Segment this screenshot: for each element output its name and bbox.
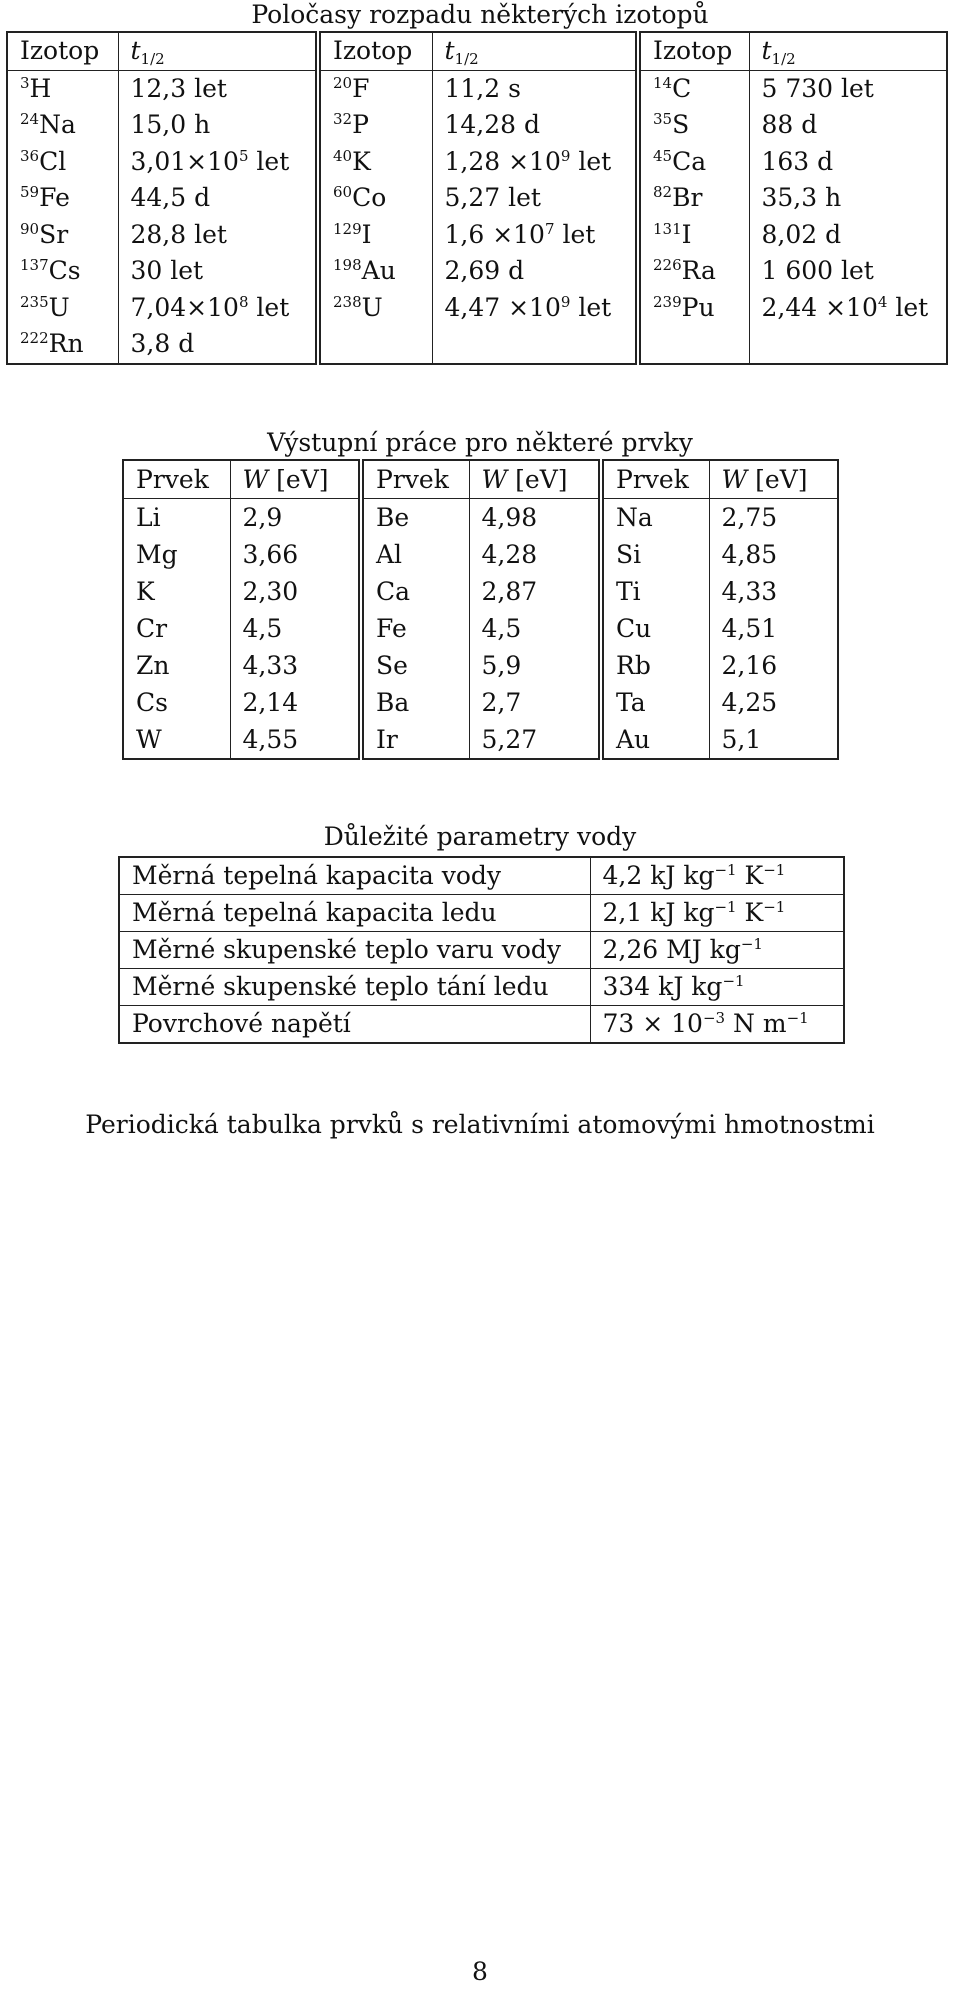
table-row — [123, 721, 838, 759]
parameter-label: Měrná tepelná kapacita vody — [132, 861, 502, 890]
header-isotope — [7, 32, 118, 70]
isotope-cell — [318, 326, 432, 364]
table-row — [119, 969, 844, 1006]
isotope-cell — [318, 70, 432, 107]
element-cell: W — [136, 725, 162, 754]
isotope-cell — [638, 144, 749, 181]
value-text: N m — [725, 1009, 787, 1038]
half-life-cell — [432, 144, 638, 181]
mass-number: 32 — [333, 110, 353, 128]
half-life-cell — [118, 326, 318, 364]
isotope-cell — [7, 326, 118, 364]
element-symbol: Au — [361, 256, 396, 285]
element-symbol: Ca — [672, 146, 707, 176]
work-function-cell: 3,66 — [230, 536, 361, 573]
table-row — [119, 1006, 844, 1044]
header-half-life — [118, 32, 318, 70]
mass-number: 36 — [20, 146, 40, 165]
element-cell: Ir — [361, 721, 469, 759]
exponent: 5 — [238, 146, 249, 165]
mass-number: 131 — [653, 219, 682, 238]
half-life-cell — [749, 217, 947, 254]
half-life-value: 1,6 ×10 — [444, 219, 545, 249]
isotope-cell — [318, 180, 432, 217]
half-life-symbol: t — [444, 36, 455, 65]
header-isotope-label: Izotop — [653, 36, 733, 65]
half-life-cell — [118, 217, 318, 254]
header-row — [7, 32, 947, 70]
value-text: 334 kJ kg — [602, 972, 723, 1001]
work-function-cell: 4,33 — [709, 573, 838, 610]
half-life-cell — [432, 290, 638, 327]
value-text: K — [736, 861, 764, 890]
value-text: 2,26 MJ kg — [602, 935, 741, 964]
mass-number: 60 — [333, 183, 353, 201]
value-text: 2,1 kJ kg — [602, 898, 715, 927]
half-life-cell — [749, 107, 947, 144]
element-symbol: Pu — [681, 292, 715, 322]
work-function-cell: 4,5 — [230, 610, 361, 647]
element-symbol: Br — [672, 183, 703, 212]
mass-number: 59 — [20, 183, 40, 201]
half-life-cell — [749, 180, 947, 217]
half-life-value: 35,3 h — [761, 183, 842, 212]
table-row — [7, 326, 947, 364]
element-cell: Fe — [361, 610, 469, 647]
header-element-label: Prvek — [376, 465, 449, 494]
mass-number: 129 — [333, 219, 362, 238]
exponent: 9 — [560, 292, 571, 311]
element-symbol: F — [352, 73, 370, 103]
half-life-value: 2,69 d — [444, 256, 525, 285]
unit: let — [570, 292, 612, 322]
parameter-value — [590, 1006, 844, 1044]
half-life-value: 14,28 d — [444, 110, 541, 139]
unit: let — [554, 219, 596, 249]
half-life-value: 30 let — [130, 256, 204, 285]
element-cell: Ba — [361, 684, 469, 721]
exponent: −3 — [702, 1009, 726, 1027]
isotope-cell — [318, 253, 432, 290]
isotope-cell — [318, 290, 432, 327]
header-work-function — [709, 460, 838, 499]
mass-number: 24 — [20, 110, 40, 128]
work-function-cell: 2,16 — [709, 647, 838, 684]
unit: let — [248, 146, 290, 176]
isotope-cell — [638, 180, 749, 217]
half-life-cell — [432, 107, 638, 144]
mass-number: 14 — [653, 73, 673, 92]
element-symbol: I — [361, 219, 372, 249]
element-cell: Se — [361, 647, 469, 684]
parameter-value — [590, 969, 844, 1006]
table-row — [7, 217, 947, 254]
unit: let — [248, 292, 290, 322]
element-symbol: Cs — [48, 256, 81, 285]
parameter-label: Povrchové napětí — [119, 1006, 590, 1044]
element-symbol: Na — [39, 110, 76, 139]
exponent: 7 — [544, 219, 555, 238]
element-cell: Si — [601, 536, 709, 573]
element-cell: Zn — [136, 651, 170, 680]
table-row — [123, 573, 838, 610]
isotope-cell — [638, 290, 749, 327]
element-symbol: P — [352, 110, 369, 139]
work-function-symbol: W — [242, 465, 269, 494]
exponent: 9 — [560, 146, 571, 165]
header-row — [123, 460, 838, 499]
half-life-cell — [118, 70, 318, 107]
work-function-cell: 2,75 — [709, 499, 838, 537]
mass-number: 90 — [20, 219, 40, 238]
work-function-cell: 4,33 — [230, 647, 361, 684]
isotope-cell — [7, 107, 118, 144]
mass-number: 235 — [20, 292, 49, 311]
element-cell: Cs — [136, 688, 168, 717]
exponent: −1 — [786, 1009, 809, 1027]
table-row — [123, 610, 838, 647]
isotope-cell — [7, 217, 118, 254]
exponent: −1 — [714, 861, 737, 879]
water-params-title: Důležité parametry vody — [323, 822, 637, 851]
isotope-cell — [318, 144, 432, 181]
half-life-cell — [432, 70, 638, 107]
half-life-symbol: t — [761, 36, 772, 65]
work-function-symbol: W — [481, 465, 508, 494]
mass-number: 35 — [653, 110, 673, 128]
half-life-value: 12,3 let — [130, 73, 227, 103]
table-row — [119, 857, 844, 895]
half-life-subscript: 1/2 — [771, 50, 796, 68]
periodic-table-caption: Periodická tabulka prvků s relativními atomovými hmotnostmi — [85, 1110, 875, 1139]
element-cell: Ca — [361, 573, 469, 610]
element-cell: K — [136, 577, 155, 606]
element-cell: Rb — [601, 647, 709, 684]
table-row — [7, 290, 947, 327]
element-symbol: H — [29, 73, 52, 103]
parameter-label: Měrná tepelná kapacita ledu — [119, 895, 590, 932]
parameter-value — [590, 932, 844, 969]
value-text: 4,2 kJ kg — [602, 861, 715, 890]
half-life-cell — [118, 144, 318, 181]
header-element-label: Prvek — [616, 465, 689, 494]
table-row — [119, 895, 844, 932]
half-life-value: 163 d — [761, 146, 834, 176]
work-function-cell: 4,55 — [230, 721, 361, 759]
element-cell: Ta — [601, 684, 709, 721]
half-life-value: 1 600 let — [761, 256, 874, 285]
mass-number: 45 — [653, 146, 673, 165]
mass-number: 226 — [653, 256, 682, 274]
table-row — [119, 932, 844, 969]
exponent: −1 — [763, 861, 786, 879]
work-function-cell: 5,1 — [709, 721, 838, 759]
work-function-table — [122, 459, 839, 760]
half-life-value: 2,44 ×10 — [761, 292, 878, 322]
mass-number: 198 — [333, 256, 362, 274]
element-symbol: U — [48, 292, 70, 322]
header-work-function — [230, 460, 361, 499]
half-lives-table — [6, 31, 948, 365]
exponent: 8 — [238, 292, 249, 311]
header-isotope — [318, 32, 432, 70]
isotope-cell — [638, 253, 749, 290]
header-half-life — [749, 32, 947, 70]
half-life-cell — [749, 326, 947, 364]
work-function-cell: 2,30 — [230, 573, 361, 610]
unit: let — [887, 292, 929, 322]
table-row — [123, 499, 838, 537]
half-lives-title: Poločasy rozpadu některých izotopů — [251, 0, 709, 29]
half-life-cell — [749, 290, 947, 327]
mass-number: 238 — [333, 292, 362, 311]
work-function-cell: 2,9 — [230, 499, 361, 537]
work-function-cell: 4,51 — [709, 610, 838, 647]
value-text: 73 × 10 — [602, 1009, 703, 1038]
work-function-unit: [eV] — [747, 465, 808, 494]
element-cell: Na — [601, 499, 709, 537]
isotope-cell — [7, 180, 118, 217]
half-life-subscript: 1/2 — [140, 50, 165, 68]
half-life-value: 3,8 d — [130, 329, 195, 358]
element-cell: Cu — [601, 610, 709, 647]
half-life-value: 28,8 let — [130, 219, 227, 249]
half-life-cell — [749, 70, 947, 107]
isotope-cell — [638, 70, 749, 107]
half-life-value: 44,5 d — [130, 183, 211, 212]
work-function-cell: 4,25 — [709, 684, 838, 721]
table-row — [7, 70, 947, 107]
work-function-symbol: W — [721, 465, 748, 494]
mass-number: 137 — [20, 256, 49, 274]
half-life-value: 4,47 ×10 — [444, 292, 561, 322]
header-isotope — [638, 32, 749, 70]
element-symbol: Cl — [39, 146, 67, 176]
half-life-value: 5 730 let — [761, 73, 874, 103]
work-function-cell: 2,87 — [469, 573, 601, 610]
exponent: −1 — [714, 898, 737, 916]
element-cell: Mg — [136, 540, 178, 569]
half-life-cell — [749, 144, 947, 181]
half-life-cell — [118, 107, 318, 144]
header-work-function — [469, 460, 601, 499]
isotope-cell — [318, 217, 432, 254]
header-element — [123, 460, 230, 499]
work-function-cell: 4,98 — [469, 499, 601, 537]
work-function-cell: 2,14 — [230, 684, 361, 721]
isotope-cell — [638, 107, 749, 144]
element-cell: Be — [361, 499, 469, 537]
header-element-label: Prvek — [136, 465, 209, 494]
isotope-cell — [638, 217, 749, 254]
work-function-cell: 5,27 — [469, 721, 601, 759]
work-function-cell: 5,9 — [469, 647, 601, 684]
element-cell: Al — [361, 536, 469, 573]
exponent: −1 — [763, 898, 786, 916]
element-symbol: Co — [352, 183, 387, 212]
header-isotope-label: Izotop — [333, 36, 413, 65]
page-number: 8 — [472, 1957, 488, 1986]
half-life-value: 5,27 let — [444, 183, 541, 212]
isotope-cell — [7, 70, 118, 107]
mass-number: 40 — [333, 146, 353, 165]
element-symbol: Ra — [681, 256, 716, 285]
mass-number: 3 — [20, 73, 30, 92]
element-symbol: Sr — [39, 219, 69, 249]
half-life-value: 3,01×10 — [130, 146, 239, 176]
element-symbol: S — [672, 110, 690, 139]
element-symbol: C — [672, 73, 692, 103]
half-life-cell — [118, 180, 318, 217]
table-row — [7, 107, 947, 144]
unit: let — [570, 146, 612, 176]
header-element — [601, 460, 709, 499]
element-symbol: Fe — [39, 183, 70, 212]
exponent: −1 — [722, 972, 745, 990]
exponent: −1 — [740, 935, 763, 953]
work-function-unit: [eV] — [268, 465, 329, 494]
header-isotope-label: Izotop — [20, 36, 100, 65]
parameter-value — [590, 857, 844, 895]
isotope-cell — [318, 107, 432, 144]
parameter-label: Měrné skupenské teplo tání ledu — [119, 969, 590, 1006]
parameter-label: Měrné skupenské teplo varu vody — [119, 932, 590, 969]
table-row — [123, 536, 838, 573]
element-symbol: K — [352, 146, 371, 176]
mass-number: 239 — [653, 292, 682, 311]
isotope-cell — [7, 290, 118, 327]
work-function-cell: 4,28 — [469, 536, 601, 573]
water-params-table — [118, 856, 845, 1044]
work-function-title: Výstupní práce pro některé prvky — [267, 428, 693, 457]
isotope-cell — [638, 326, 749, 364]
half-life-cell — [432, 253, 638, 290]
table-row — [7, 144, 947, 181]
half-life-symbol: t — [130, 36, 141, 65]
work-function-cell: 4,85 — [709, 536, 838, 573]
element-symbol: Rn — [48, 329, 84, 358]
element-cell: Cr — [136, 614, 168, 643]
table-row — [7, 253, 947, 290]
value-text: K — [736, 898, 764, 927]
isotope-cell — [7, 144, 118, 181]
half-life-cell — [118, 290, 318, 327]
element-symbol: I — [681, 219, 692, 249]
mass-number: 222 — [20, 329, 49, 347]
element-cell: Ti — [601, 573, 709, 610]
element-cell: Li — [136, 503, 161, 532]
half-life-value: 11,2 s — [444, 73, 521, 103]
half-life-subscript: 1/2 — [454, 50, 479, 68]
element-cell: Au — [601, 721, 709, 759]
header-element — [361, 460, 469, 499]
table-row — [123, 647, 838, 684]
half-life-value: 8,02 d — [761, 219, 842, 249]
parameter-value — [590, 895, 844, 932]
isotope-cell — [7, 253, 118, 290]
element-symbol: U — [361, 292, 383, 322]
work-function-unit: [eV] — [507, 465, 568, 494]
half-life-value: 88 d — [761, 110, 818, 139]
work-function-cell: 4,5 — [469, 610, 601, 647]
half-life-cell — [432, 326, 638, 364]
header-half-life — [432, 32, 638, 70]
half-life-value: 15,0 h — [130, 110, 211, 139]
half-life-cell — [432, 180, 638, 217]
work-function-cell: 2,7 — [469, 684, 601, 721]
mass-number: 82 — [653, 183, 673, 201]
exponent: 4 — [877, 292, 888, 311]
table-row — [7, 180, 947, 217]
half-life-value: 7,04×10 — [130, 292, 239, 322]
half-life-cell — [432, 217, 638, 254]
half-life-cell — [749, 253, 947, 290]
half-life-cell — [118, 253, 318, 290]
table-row — [123, 684, 838, 721]
half-life-value: 1,28 ×10 — [444, 146, 561, 176]
mass-number: 20 — [333, 73, 353, 92]
